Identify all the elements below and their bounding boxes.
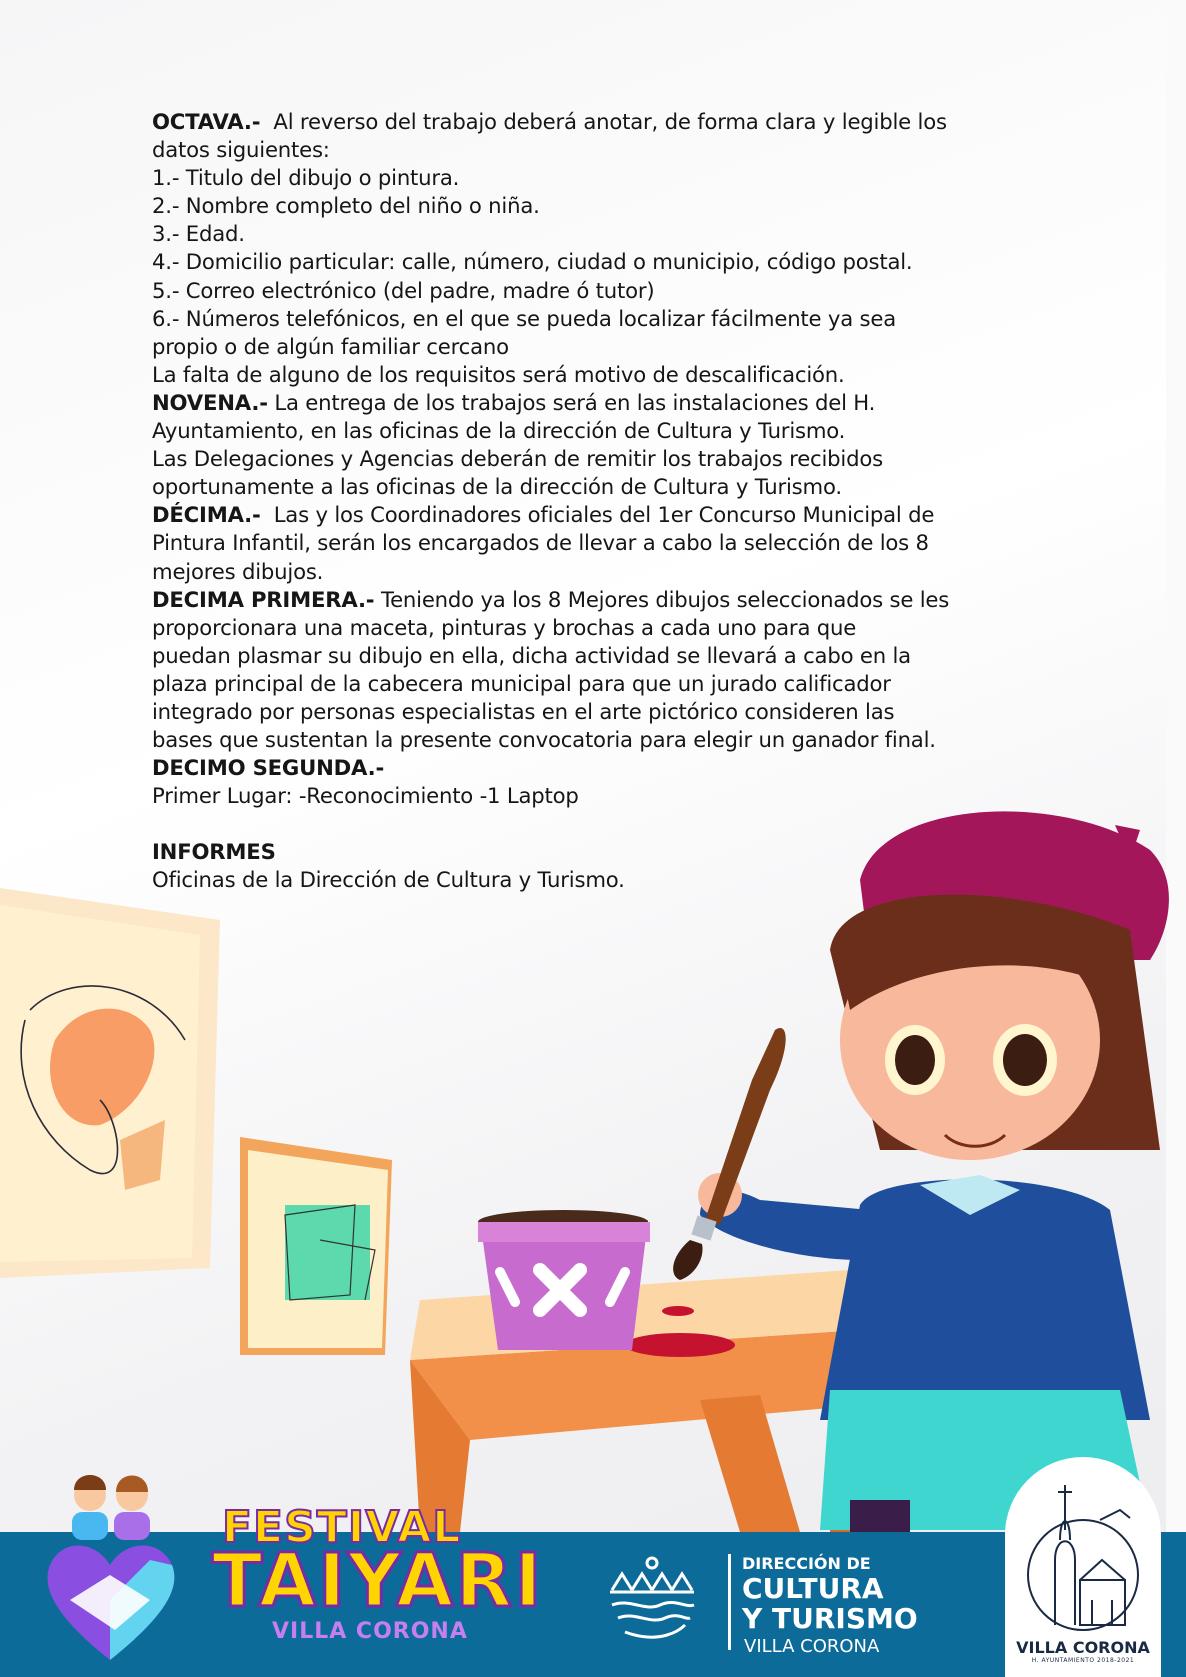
direction-title-1: CULTURA	[742, 1572, 884, 1605]
novena-text: La entrega de los trabajos será en las instalaciones del H.	[274, 389, 876, 415]
novena-line: Ayuntamiento, en las oficinas de la dirección de Cultura y Turismo.	[152, 418, 846, 444]
decima-primera-line: bases que sustentan la presente convocatoria para elegir un ganador final.	[152, 727, 936, 753]
seal-subtitle: H. AYUNTAMIENTO 2018-2021	[1031, 1657, 1135, 1664]
decima-text: Las y los Coordinadores oficiales del 1er Concurso Municipal de	[273, 502, 935, 528]
requirement-item: 6.- Números telefónicos, en el que se pueda localizar fácilmente ya sea	[152, 305, 897, 331]
direction-label: DIRECCIÓN DE	[742, 1554, 871, 1573]
octava-note: La falta de alguno de los requisitos será motivo de descalificación.	[152, 361, 845, 387]
prize-line: Primer Lugar: -Reconocimiento -1 Laptop	[152, 783, 579, 809]
octava-heading: OCTAVA.-	[152, 109, 261, 134]
direction-location: VILLA CORONA	[744, 1636, 880, 1657]
requirement-item: 3.- Edad.	[152, 221, 245, 247]
festival-subtitle: VILLA CORONA	[272, 1619, 468, 1644]
octava-line-2: datos siguientes:	[152, 137, 330, 163]
informes-heading: INFORMES	[152, 839, 276, 865]
decima-primera-text: Teniendo ya los 8 Mejores dibujos seleccionados se les	[380, 586, 950, 612]
decima-primera-heading: DECIMA PRIMERA.-	[152, 586, 375, 612]
decima-line: Pintura Infantil, serán los encargados de llevar a cabo la selección de los 8	[152, 530, 929, 556]
festival-title: TAIYARI	[212, 1538, 544, 1624]
requirement-item: 2.- Nombre completo del niño o niña.	[152, 193, 540, 219]
decima-primera-line: plaza principal de la cabecera municipal para que un jurado calificador	[152, 670, 891, 696]
novena-line: oportunamente a las oficinas de la dirección de Cultura y Turismo.	[152, 474, 842, 500]
decima-primera-line: puedan plasmar su dibujo en ella, dicha actividad se llevará a cabo en la	[152, 642, 911, 668]
decima-heading: DÉCIMA.-	[152, 502, 261, 528]
requirement-item: 4.- Domicilio particular: calle, número, ciudad o municipio, código postal.	[152, 249, 913, 275]
decima-line: mejores dibujos.	[152, 558, 324, 584]
festival-top-word: FESTIVAL	[222, 1502, 462, 1553]
decima-primera-line: integrado por personas especialistas en el arte pictórico consideren las	[152, 698, 895, 724]
direction-title-2: Y TURISMO	[742, 1602, 918, 1635]
novena-line: Las Delegaciones y Agencias deberán de remitir los trabajos recibidos	[152, 446, 883, 472]
requirement-item: propio o de algún familiar cercano	[152, 333, 509, 359]
octava-text: Al reverso del trabajo deberá anotar, de forma clara y legible los	[273, 109, 947, 134]
requirement-item: 1.- Titulo del dibujo o pintura.	[152, 165, 460, 191]
seal-name: VILLA CORONA	[1016, 1638, 1150, 1657]
decimo-segunda-heading: DECIMO SEGUNDA.-	[152, 755, 385, 781]
novena-heading: NOVENA.-	[152, 389, 268, 415]
requirement-item: 5.- Correo electrónico (del padre, madre ó tutor)	[152, 277, 655, 303]
informes-text: Oficinas de la Dirección de Cultura y Turismo.	[152, 867, 625, 893]
decima-primera-line: proporcionara una maceta, pinturas y brochas a cada uno para que	[152, 614, 857, 640]
